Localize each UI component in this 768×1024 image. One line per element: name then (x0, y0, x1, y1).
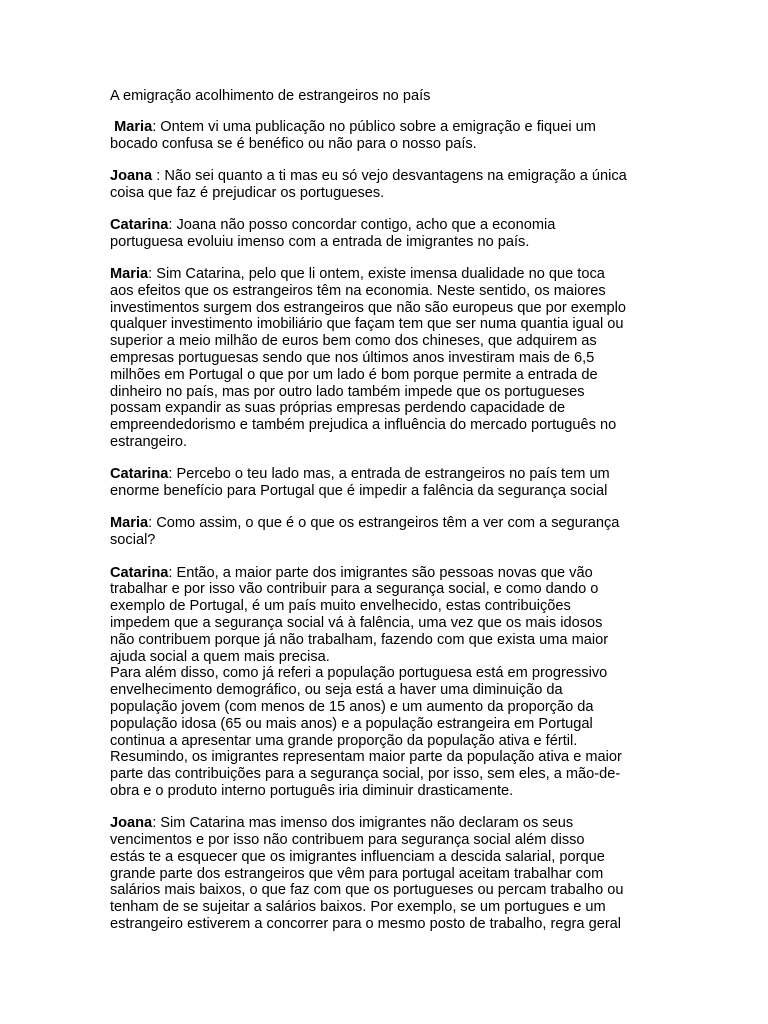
text-line: social? (110, 532, 156, 549)
text-line: salários mais baixos, o que faz com que os portugueses ou percam trabalho ou (110, 882, 624, 899)
text-line: empresas portuguesas sendo que nos últimos anos investiram mais de 6,5 (110, 350, 595, 367)
text-line: estás te a esquecer que os imigrantes influenciam a descida salarial, porque (110, 848, 605, 865)
text-line: ajuda social a quem mais precisa. (110, 648, 330, 665)
text-line: bocado confusa se é benéfico ou não para o nosso país. (110, 135, 477, 152)
text-line (110, 815, 662, 832)
text-line (110, 266, 662, 283)
dialogue-paragraph (110, 119, 662, 153)
speech-text: : Não sei quanto a ti mas eu só vejo desvantagens na emigração a única (152, 167, 627, 184)
dialogue-paragraph (110, 815, 662, 933)
text-line: obra e o produto interno português iria diminuir drasticamente. (110, 782, 514, 799)
text-line (110, 515, 662, 532)
dialogue-paragraph (110, 217, 662, 251)
text-line: exemplo de Portugal, é um país muito envelhecido, estas contribuições (110, 598, 571, 615)
text-line: grande parte dos estrangeiros que vêm para portugal aceitam trabalhar com (110, 865, 604, 882)
text-line: Resumindo, os imigrantes representam maior parte da população ativa e maior (110, 749, 622, 766)
text-line: envelhecimento demográfico, ou seja está a haver uma diminuição da (110, 682, 563, 699)
text-line: continua a apresentar uma grande proporção da população ativa e fértil. (110, 732, 578, 749)
text-line (110, 217, 662, 234)
dialogue-paragraph (110, 168, 662, 202)
text-line: coisa que faz é prejudicar os portugueses. (110, 184, 385, 201)
speaker-name: Joana (110, 167, 153, 184)
text-line: milhões em Portugal o que por um lado é bom porque permite a entrada de (110, 366, 598, 383)
document-body (110, 88, 662, 948)
text-line: Para além disso, como já referi a população portuguesa está em progressivo (110, 665, 608, 682)
text-line: superior a meio milhão de euros bem como dos chineses, que adquirem as (110, 333, 597, 350)
text-line: aos efeitos que os estrangeiros têm na economia. Neste sentido, os maiores (110, 282, 606, 299)
speaker-name: Joana (110, 815, 153, 832)
text-line: portuguesa evoluiu imenso com a entrada de imigrantes no país. (110, 233, 530, 250)
speech-text: : Como assim, o que é o que os estrangeiros têm a ver com a segurança (148, 515, 620, 532)
document-title: A emigração acolhimento de estrangeiros no país (110, 88, 431, 104)
text-line: empreendedorismo e também prejudica a influência do mercado português no (110, 417, 617, 434)
text-line: enorme benefício para Portugal que é impedir a falência da segurança social (110, 483, 608, 500)
speaker-name: Catarina (110, 466, 169, 483)
speech-text: : Percebo o teu lado mas, a entrada de estrangeiros no país tem um (168, 466, 610, 483)
text-line: impedem que a segurança social vá à falência, uma vez que os mais idosos (110, 614, 603, 631)
text-line: população jovem (com menos de 15 anos) e um aumento da proporção da (110, 698, 594, 715)
dialogue-paragraph (110, 565, 662, 800)
speech-text: : Joana não posso concordar contigo, acho que a economia (168, 216, 556, 233)
text-line: tenham de se sujeitar a salários baixos. Por exemplo, se um portugues e um (110, 899, 606, 916)
text-line (110, 565, 662, 582)
text-line: vencimentos e por isso não contribuem para segurança social além disso (110, 831, 585, 848)
dialogue-paragraph (110, 515, 662, 549)
speaker-name: Catarina (110, 564, 169, 581)
speech-text: : Então, a maior parte dos imigrantes são pessoas novas que vão (168, 564, 593, 581)
dialogue-paragraph (110, 266, 662, 451)
text-line: dinheiro no país, mas por outro lado também impede que os portugueses (110, 383, 585, 400)
text-line: possam expandir as suas próprias empresas perdendo capacidade de (110, 400, 566, 417)
text-line: qualquer investimento imobiliário que façam tem que ser numa quantia igual ou (110, 316, 624, 333)
text-line (110, 466, 662, 483)
speaker-name: Maria (110, 266, 149, 283)
speech-text: : Ontem vi uma publicação no público sobre a emigração e fiquei um (152, 118, 596, 135)
text-line (110, 119, 662, 136)
text-line: trabalhar e por isso vão contribuir para a segurança social, e como dando o (110, 581, 599, 598)
text-line: estrangeiro. (110, 434, 188, 451)
text-line: não contribuem porque já não trabalham, fazendo com que exista uma maior (110, 631, 609, 648)
speech-text: : Sim Catarina mas imenso dos imigrantes não declaram os seus (152, 815, 574, 832)
speaker-name: Maria (114, 118, 153, 135)
speaker-name: Catarina (110, 216, 169, 233)
speech-text: : Sim Catarina, pelo que li ontem, existe imensa dualidade no que toca (148, 266, 605, 283)
text-line (110, 168, 662, 185)
dialogue-paragraph (110, 466, 662, 500)
text-line: investimentos surgem dos estrangeiros que não são europeus que por exemplo (110, 299, 626, 316)
text-line: estrangeiro estiverem a concorrer para o mesmo posto de trabalho, regra geral (110, 915, 622, 932)
text-line: parte das contribuições para a segurança social, por isso, sem eles, a mão-de- (110, 766, 621, 783)
speaker-name: Maria (110, 515, 149, 532)
text-line: população idosa (65 ou mais anos) e a população estrangeira em Portugal (110, 715, 593, 732)
